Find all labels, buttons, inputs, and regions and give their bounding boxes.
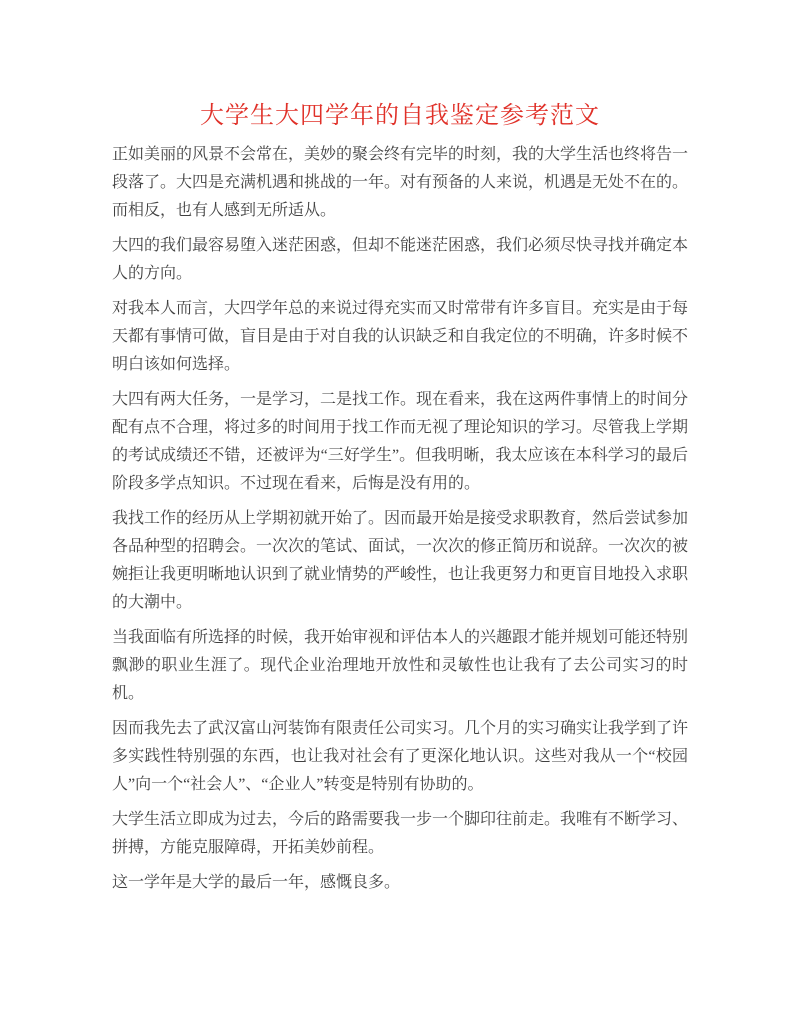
paragraph-7: 因而我先去了武汉富山河装饰有限责任公司实习。几个月的实习确实让我学到了许多实践性特别强的东西，也让我对社会有了更深化地认识。这些对我从一个“校园人”向一个“社会人”、“企业人”转变是特别有协助的。 <box>112 720 689 793</box>
paragraph-1: 正如美丽的风景不会常在，美妙的聚会终有完毕的时刻，我的大学生活也终将告一段落了。大四是充满机遇和挑战的一年。对有预备的人来说，机遇是无处不在的。而相反，也有人感到无所适从。 <box>112 146 689 219</box>
document-content <box>112 0 688 897</box>
paragraph-9: 这一学年是大学的最后一年，感慨良多。 <box>112 874 401 891</box>
paragraph-8: 大学生活立即成为过去，今后的路需要我一步一个脚印往前走。我唯有不断学习、拼搏，方能克服障碍，开拓美妙前程。 <box>112 811 689 856</box>
paragraph-4: 大四有两大任务，一是学习，二是找工作。现在看来，我在这两件事情上的时间分配有点不合理，将过多的时间用于找工作而无视了理论知识的学习。尽管我上学期的考试成绩还不错，还被评为“三好学生”。但我明晰，我太应该在本科学习的最后阶段多学点知识。不过现在看来，后悔是没有用的。 <box>112 391 689 492</box>
paragraph-3: 对我本人而言，大四学年总的来说过得充实而又时常带有许多盲目。充实是由于每天都有事情可做，盲目是由于对自我的认识缺乏和自我定位的不明确，许多时候不明白该如何选择。 <box>112 300 689 373</box>
paragraph-5: 我找工作的经历从上学期初就开始了。因而最开始是接受求职教育，然后尝试参加各品种型的招聘会。一次次的笔试、面试，一次次的修正简历和说辞。一次次的被婉拒让我更明晰地认识到了就业情势的严峻性，也让我更努力和更盲目地投入求职的大潮中。 <box>112 510 689 611</box>
paragraph-6: 当我面临有所选择的时候，我开始审视和评估本人的兴趣跟才能并规划可能还特别飘渺的职业生涯了。现代企业治理地开放性和灵敏性也让我有了去公司实习的时机。 <box>112 629 689 702</box>
paragraph-2: 大四的我们最容易堕入迷茫困惑，但却不能迷茫困惑，我们必须尽快寻找并确定本人的方向。 <box>112 237 689 282</box>
document-title: 大学生大四学年的自我鉴定参考范文 <box>200 103 600 129</box>
